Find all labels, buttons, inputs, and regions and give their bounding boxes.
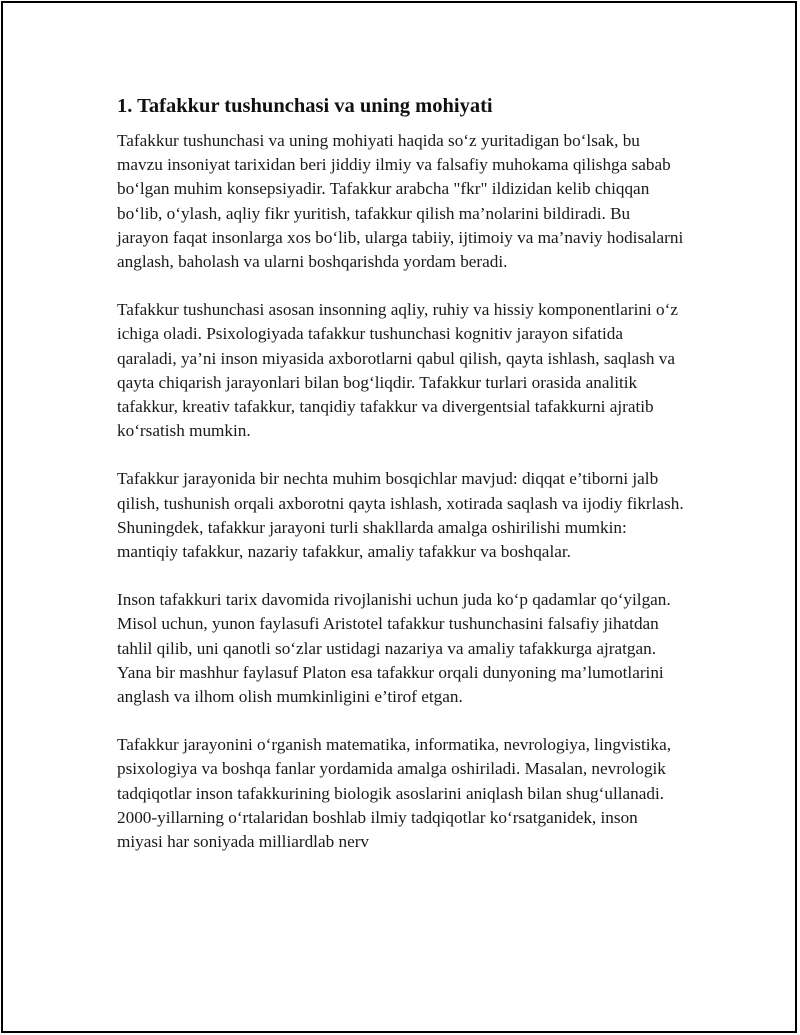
paragraph-4: Inson tafakkuri tarix davomida rivojlanishi uchun juda ko‘p qadamlar qo‘yilgan. Misol uchun, yunon faylasufi Aristotel tafakkur tushunchasini falsafiy jihatdan tahlil qilib, uni qanotli so‘zlar ustidagi nazariya va amaliy tafakkurga ajratgan. Yana bir mashhur faylasuf Platon esa tafakkur orqali dunyoning ma’lumotlarini anglash va ilhom olish mumkinligini e’tirof etgan.: [117, 590, 671, 707]
paragraph-3: Tafakkur jarayonida bir nechta muhim bosqichlar mavjud: diqqat e’tiborni jalb qilish, tushunish orqali axborotni qayta ishlash, xotirada saqlash va ijodiy fikrlash. Shuningdek, tafakkur jarayoni turli shakllarda amalga oshirilishi mumkin: mantiqiy tafakkur, nazariy tafakkur, amaliy tafakkur va boshqalar.: [117, 469, 684, 562]
section-heading: 1. Tafakkur tushunchasi va uning mohiyati: [117, 95, 493, 117]
paragraph-5: Tafakkur jarayonini o‘rganish matematika, informatika, nevrologiya, lingvistika, psixologiya va boshqa fanlar yordamida amalga oshiriladi. Masalan, nevrologik tadqiqotlar inson tafakkurining biologik asoslarini aniqlash bilan shug‘ullanadi. 2000-yillarning o‘rtalaridan boshlab ilmiy tadqiqotlar ko‘rsatganidek, inson miyasi har soniyada milliardlab nerv: [117, 735, 672, 852]
paragraph-2: Tafakkur tushunchasi asosan insonning aqliy, ruhiy va hissiy komponentlarini o‘z ichiga oladi. Psixologiyada tafakkur tushunchasi kognitiv jarayon sifatida qaraladi, ya’ni inson miyasida axborotlarni qabul qilish, qayta ishlash, saqlash va qayta chiqarish jarayonlari bilan bog‘liqdir. Tafakkur turlari orasida analitik tafakkur, kreativ tafakkur, tanqidiy tafakkur va divergentsial tafakkurni ajratib ko‘rsatish mumkin.: [117, 300, 678, 441]
document-body: [117, 92, 685, 878]
paragraph-1: Tafakkur tushunchasi va uning mohiyati haqida so‘z yuritadigan bo‘lsak, bu mavzu insoniyat tarixidan beri jiddiy ilmiy va falsafiy muhokama qilishga sabab bo‘lgan muhim konsepsiyadir. Tafakkur arabcha "fkr" ildizidan kelib chiqqan bo‘lib, o‘ylash, aqliy fikr yuritish, tafakkur qilish ma’nolarini bildiradi. Bu jarayon faqat insonlarga xos bo‘lib, ularga tabiiy, ijtimoiy va ma’naviy hodisalarni anglash, baholash va ularni boshqarishda yordam beradi.: [117, 131, 684, 272]
